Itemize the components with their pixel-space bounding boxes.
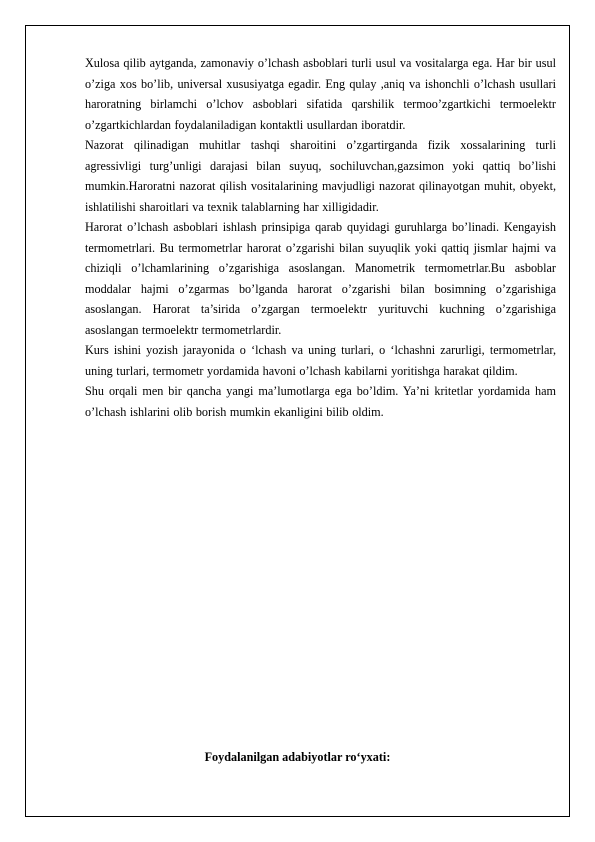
- paragraph-instrument-groups: Harorat o’lchash asboblari ishlash prinsipiga qarab quyidagi guruhlarga bo’linadi. Kengayish termometrlari. Bu termometrlar harorat o’zgarishi bilan suyuqlik yoki qattiq jismlar hajmi va chiziqli o’lchamlarining o’zgarishiga asoslangan. Manometrik termometrlar.Bu asboblar moddalar hajmi o’zgarmas bo’lganda harorat o’zgarishi bilan bosimning o’zgarishiga asoslangan. Harorat ta’sirida o’zgargan termoelektr yurituvchi kuchning o’zgarishiga asoslangan termoelektr termometrlardir.: [85, 220, 556, 337]
- paragraph-controlled-media: Nazorat qilinadigan muhitlar tashqi sharoitini o’zgartirganda fizik xossalarining turli agressivligi turg’unligi darajasi bilan suyuq, sochiluvchan,gazsimon yoki qattiq bo’lishi mumkin.Haroratni nazorat qilish vositalarining mavjudligi nazorat qilinayotgan muhit, obyekt, ishlatilishi sharoitlari va texnik talablarning har xilligidadir.: [85, 138, 556, 214]
- paragraph-new-knowledge: Shu orqali men bir qancha yangi ma’lumotlarga ega bo’ldim. Ya’ni kritetlar yordamida ham o’lchash ishlarini olib borish mumkin ekanligini bilib oldim.: [85, 384, 556, 419]
- paragraph-conclusion: Xulosa qilib aytganda, zamonaviy o’lchash asboblari turli usul va vositalarga ega. Har bir usul o’ziga xos bo’lib, universal xususiyatga egadir. Eng qulay ,aniq va ishonchli o’lchash usullari haroratning birlamchi o’lchov asboblari sifatida qarshilik termoo’zgartkichi termoelektr o’zgartkichlardan foydalaniladigan kontaktli usullardan iboratdir.: [85, 56, 556, 132]
- references-heading: Foydalanilgan adabiyotlar ro‘yxati:: [204, 750, 391, 764]
- paragraph-course-work: Kurs ishini yozish jarayonida o ‘lchash va uning turlari, o ‘lchashni zarurligi, termometrlar, uning turlari, termometr yordamida havoni o’lchash kabilarni yoritishga harakat qildim.: [85, 343, 556, 378]
- document-body: [85, 53, 556, 422]
